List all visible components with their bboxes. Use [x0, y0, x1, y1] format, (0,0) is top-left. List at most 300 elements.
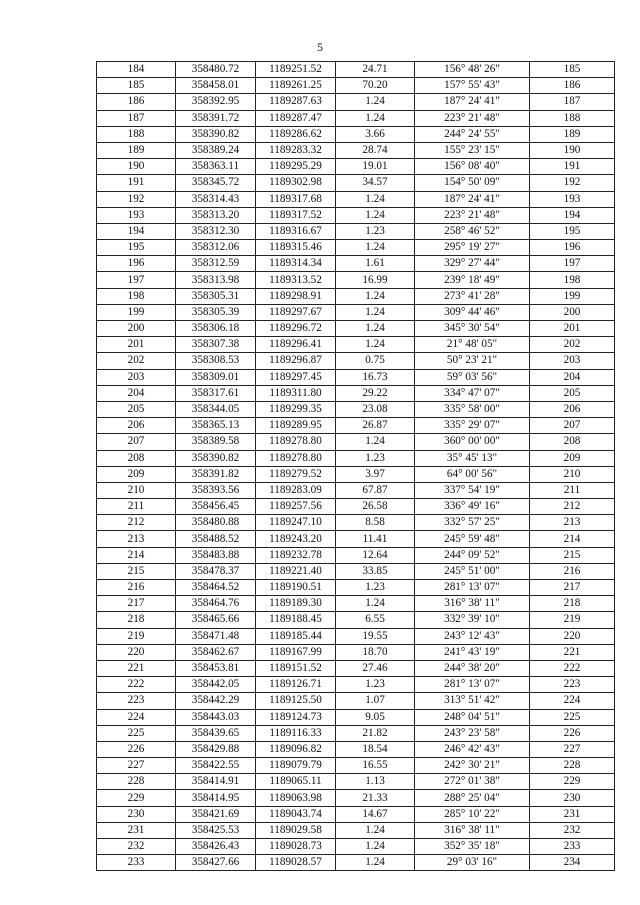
y-coordinate-cell: 1189188.45 — [256, 612, 336, 628]
bearing-cell: 157° 55' 43" — [415, 78, 530, 94]
point-number-cell: 229 — [97, 790, 176, 806]
point-number-cell: 209 — [97, 466, 176, 482]
next-point-cell: 211 — [530, 482, 615, 498]
next-point-cell: 218 — [530, 596, 615, 612]
x-coordinate-cell: 358478.37 — [176, 563, 256, 579]
distance-cell: 16.99 — [336, 272, 415, 288]
next-point-cell: 207 — [530, 418, 615, 434]
distance-cell: 1.24 — [336, 304, 415, 320]
y-coordinate-cell: 1189029.58 — [256, 822, 336, 838]
table-row — [97, 175, 615, 191]
distance-cell: 1.24 — [336, 191, 415, 207]
bearing-cell: 332° 57' 25" — [415, 515, 530, 531]
x-coordinate-cell: 358480.72 — [176, 62, 256, 78]
table-row — [97, 499, 615, 515]
distance-cell: 1.23 — [336, 677, 415, 693]
distance-cell: 16.73 — [336, 369, 415, 385]
table-row — [97, 482, 615, 498]
table-row — [97, 660, 615, 676]
next-point-cell: 206 — [530, 401, 615, 417]
table-row — [97, 822, 615, 838]
table-row — [97, 725, 615, 741]
bearing-cell: 243° 12' 43" — [415, 628, 530, 644]
bearing-cell: 309° 44' 46" — [415, 304, 530, 320]
point-number-cell: 225 — [97, 725, 176, 741]
bearing-cell: 316° 38' 11" — [415, 596, 530, 612]
next-point-cell: 234 — [530, 855, 615, 871]
next-point-cell: 208 — [530, 434, 615, 450]
x-coordinate-cell: 358389.24 — [176, 142, 256, 158]
table-row — [97, 839, 615, 855]
table-row — [97, 337, 615, 353]
bearing-cell: 239° 18' 49" — [415, 272, 530, 288]
next-point-cell: 228 — [530, 758, 615, 774]
x-coordinate-cell: 358427.66 — [176, 855, 256, 871]
next-point-cell: 186 — [530, 78, 615, 94]
table-row — [97, 547, 615, 563]
y-coordinate-cell: 1189185.44 — [256, 628, 336, 644]
distance-cell: 14.67 — [336, 806, 415, 822]
distance-cell: 3.97 — [336, 466, 415, 482]
next-point-cell: 200 — [530, 304, 615, 320]
y-coordinate-cell: 1189313.52 — [256, 272, 336, 288]
bearing-cell: 244° 09' 52" — [415, 547, 530, 563]
distance-cell: 67.87 — [336, 482, 415, 498]
x-coordinate-cell: 358414.91 — [176, 774, 256, 790]
bearing-cell: 245° 59' 48" — [415, 531, 530, 547]
bearing-cell: 241° 43' 19" — [415, 644, 530, 660]
point-number-cell: 226 — [97, 741, 176, 757]
point-number-cell: 195 — [97, 240, 176, 256]
x-coordinate-cell: 358390.82 — [176, 450, 256, 466]
bearing-cell: 155° 23' 15" — [415, 142, 530, 158]
next-point-cell: 216 — [530, 563, 615, 579]
y-coordinate-cell: 1189151.52 — [256, 660, 336, 676]
next-point-cell: 195 — [530, 223, 615, 239]
bearing-cell: 187° 24' 41" — [415, 191, 530, 207]
y-coordinate-cell: 1189315.46 — [256, 240, 336, 256]
bearing-cell: 352° 35' 18" — [415, 839, 530, 855]
x-coordinate-cell: 358422.55 — [176, 758, 256, 774]
table-row — [97, 434, 615, 450]
next-point-cell: 230 — [530, 790, 615, 806]
page-number: 5 — [317, 40, 323, 54]
point-number-cell: 211 — [97, 499, 176, 515]
x-coordinate-cell: 358391.72 — [176, 110, 256, 126]
next-point-cell: 210 — [530, 466, 615, 482]
next-point-cell: 215 — [530, 547, 615, 563]
y-coordinate-cell: 1189126.71 — [256, 677, 336, 693]
x-coordinate-cell: 358462.67 — [176, 644, 256, 660]
y-coordinate-cell: 1189286.62 — [256, 126, 336, 142]
distance-cell: 21.82 — [336, 725, 415, 741]
distance-cell: 9.05 — [336, 709, 415, 725]
distance-cell: 19.55 — [336, 628, 415, 644]
x-coordinate-cell: 358312.06 — [176, 240, 256, 256]
y-coordinate-cell: 1189297.45 — [256, 369, 336, 385]
bearing-cell: 335° 58' 00" — [415, 401, 530, 417]
table-row — [97, 515, 615, 531]
point-number-cell: 186 — [97, 94, 176, 110]
distance-cell: 19.01 — [336, 159, 415, 175]
y-coordinate-cell: 1189316.67 — [256, 223, 336, 239]
y-coordinate-cell: 1189311.80 — [256, 385, 336, 401]
y-coordinate-cell: 1189283.09 — [256, 482, 336, 498]
next-point-cell: 232 — [530, 822, 615, 838]
point-number-cell: 221 — [97, 660, 176, 676]
distance-cell: 1.24 — [336, 822, 415, 838]
distance-cell: 1.24 — [336, 337, 415, 353]
y-coordinate-cell: 1189221.40 — [256, 563, 336, 579]
bearing-cell: 156° 48' 26" — [415, 62, 530, 78]
table-row — [97, 450, 615, 466]
distance-cell: 1.24 — [336, 855, 415, 871]
bearing-cell: 273° 41' 28" — [415, 288, 530, 304]
table-row — [97, 774, 615, 790]
next-point-cell: 227 — [530, 741, 615, 757]
bearing-cell: 29° 03' 16" — [415, 855, 530, 871]
x-coordinate-cell: 358429.88 — [176, 741, 256, 757]
table-row — [97, 806, 615, 822]
y-coordinate-cell: 1189028.73 — [256, 839, 336, 855]
point-number-cell: 210 — [97, 482, 176, 498]
bearing-cell: 223° 21' 48" — [415, 110, 530, 126]
distance-cell: 8.58 — [336, 515, 415, 531]
point-number-cell: 187 — [97, 110, 176, 126]
table-row — [97, 580, 615, 596]
table-row — [97, 78, 615, 94]
table-row — [97, 321, 615, 337]
point-number-cell: 198 — [97, 288, 176, 304]
x-coordinate-cell: 358313.20 — [176, 207, 256, 223]
table-row — [97, 644, 615, 660]
next-point-cell: 229 — [530, 774, 615, 790]
point-number-cell: 194 — [97, 223, 176, 239]
y-coordinate-cell: 1189317.68 — [256, 191, 336, 207]
bearing-cell: 64° 00' 56" — [415, 466, 530, 482]
distance-cell: 18.54 — [336, 741, 415, 757]
point-number-cell: 204 — [97, 385, 176, 401]
distance-cell: 18.70 — [336, 644, 415, 660]
table-row — [97, 790, 615, 806]
distance-cell: 1.24 — [336, 839, 415, 855]
x-coordinate-cell: 358458.01 — [176, 78, 256, 94]
table-row — [97, 531, 615, 547]
bearing-cell: 248° 04' 51" — [415, 709, 530, 725]
y-coordinate-cell: 1189043.74 — [256, 806, 336, 822]
bearing-cell: 281° 13' 07" — [415, 580, 530, 596]
y-coordinate-cell: 1189063.98 — [256, 790, 336, 806]
coordinates-table-body — [97, 62, 615, 871]
bearing-cell: 156° 08' 40" — [415, 159, 530, 175]
bearing-cell: 332° 39' 10" — [415, 612, 530, 628]
distance-cell: 26.58 — [336, 499, 415, 515]
next-point-cell: 201 — [530, 321, 615, 337]
x-coordinate-cell: 358306.18 — [176, 321, 256, 337]
bearing-cell: 258° 46' 52" — [415, 223, 530, 239]
table-row — [97, 401, 615, 417]
y-coordinate-cell: 1189116.33 — [256, 725, 336, 741]
x-coordinate-cell: 358391.82 — [176, 466, 256, 482]
y-coordinate-cell: 1189124.73 — [256, 709, 336, 725]
x-coordinate-cell: 358464.52 — [176, 580, 256, 596]
point-number-cell: 197 — [97, 272, 176, 288]
table-row — [97, 563, 615, 579]
point-number-cell: 219 — [97, 628, 176, 644]
point-number-cell: 228 — [97, 774, 176, 790]
table-row — [97, 353, 615, 369]
x-coordinate-cell: 358442.05 — [176, 677, 256, 693]
y-coordinate-cell: 1189296.41 — [256, 337, 336, 353]
point-number-cell: 192 — [97, 191, 176, 207]
table-row — [97, 207, 615, 223]
y-coordinate-cell: 1189247.10 — [256, 515, 336, 531]
next-point-cell: 197 — [530, 256, 615, 272]
distance-cell: 33.85 — [336, 563, 415, 579]
distance-cell: 1.61 — [336, 256, 415, 272]
bearing-cell: 245° 51' 00" — [415, 563, 530, 579]
x-coordinate-cell: 358344.05 — [176, 401, 256, 417]
next-point-cell: 231 — [530, 806, 615, 822]
x-coordinate-cell: 358307.38 — [176, 337, 256, 353]
point-number-cell: 227 — [97, 758, 176, 774]
distance-cell: 1.24 — [336, 288, 415, 304]
bearing-cell: 243° 23' 58" — [415, 725, 530, 741]
bearing-cell: 154° 50' 09" — [415, 175, 530, 191]
bearing-cell: 337° 54' 19" — [415, 482, 530, 498]
next-point-cell: 199 — [530, 288, 615, 304]
x-coordinate-cell: 358443.03 — [176, 709, 256, 725]
table-row — [97, 855, 615, 871]
x-coordinate-cell: 358442.29 — [176, 693, 256, 709]
y-coordinate-cell: 1189289.95 — [256, 418, 336, 434]
y-coordinate-cell: 1189190.51 — [256, 580, 336, 596]
bearing-cell: 223° 21' 48" — [415, 207, 530, 223]
x-coordinate-cell: 358305.31 — [176, 288, 256, 304]
table-row — [97, 709, 615, 725]
distance-cell: 1.24 — [336, 240, 415, 256]
x-coordinate-cell: 358309.01 — [176, 369, 256, 385]
distance-cell: 23.08 — [336, 401, 415, 417]
bearing-cell: 246° 42' 43" — [415, 741, 530, 757]
point-number-cell: 230 — [97, 806, 176, 822]
point-number-cell: 223 — [97, 693, 176, 709]
table-row — [97, 628, 615, 644]
x-coordinate-cell: 358308.53 — [176, 353, 256, 369]
x-coordinate-cell: 358488.52 — [176, 531, 256, 547]
bearing-cell: 288° 25' 04" — [415, 790, 530, 806]
y-coordinate-cell: 1189028.57 — [256, 855, 336, 871]
distance-cell: 21.33 — [336, 790, 415, 806]
x-coordinate-cell: 358471.48 — [176, 628, 256, 644]
y-coordinate-cell: 1189257.56 — [256, 499, 336, 515]
distance-cell: 27.46 — [336, 660, 415, 676]
x-coordinate-cell: 358425.53 — [176, 822, 256, 838]
point-number-cell: 201 — [97, 337, 176, 353]
point-number-cell: 188 — [97, 126, 176, 142]
next-point-cell: 205 — [530, 385, 615, 401]
y-coordinate-cell: 1189096.82 — [256, 741, 336, 757]
distance-cell: 1.23 — [336, 223, 415, 239]
next-point-cell: 185 — [530, 62, 615, 78]
next-point-cell: 226 — [530, 725, 615, 741]
distance-cell: 1.24 — [336, 596, 415, 612]
y-coordinate-cell: 1189283.32 — [256, 142, 336, 158]
distance-cell: 1.24 — [336, 94, 415, 110]
table-row — [97, 385, 615, 401]
y-coordinate-cell: 1189296.87 — [256, 353, 336, 369]
next-point-cell: 187 — [530, 94, 615, 110]
distance-cell: 11.41 — [336, 531, 415, 547]
x-coordinate-cell: 358317.61 — [176, 385, 256, 401]
bearing-cell: 329° 27' 44" — [415, 256, 530, 272]
x-coordinate-cell: 358414.95 — [176, 790, 256, 806]
next-point-cell: 209 — [530, 450, 615, 466]
point-number-cell: 214 — [97, 547, 176, 563]
next-point-cell: 202 — [530, 337, 615, 353]
table-row — [97, 596, 615, 612]
point-number-cell: 199 — [97, 304, 176, 320]
distance-cell: 6.55 — [336, 612, 415, 628]
next-point-cell: 188 — [530, 110, 615, 126]
next-point-cell: 198 — [530, 272, 615, 288]
point-number-cell: 206 — [97, 418, 176, 434]
y-coordinate-cell: 1189243.20 — [256, 531, 336, 547]
next-point-cell: 223 — [530, 677, 615, 693]
distance-cell: 26.87 — [336, 418, 415, 434]
point-number-cell: 218 — [97, 612, 176, 628]
y-coordinate-cell: 1189297.67 — [256, 304, 336, 320]
next-point-cell: 217 — [530, 580, 615, 596]
next-point-cell: 191 — [530, 159, 615, 175]
coordinates-table — [96, 61, 615, 871]
distance-cell: 1.23 — [336, 580, 415, 596]
x-coordinate-cell: 358390.82 — [176, 126, 256, 142]
table-row — [97, 677, 615, 693]
table-row — [97, 466, 615, 482]
y-coordinate-cell: 1189287.63 — [256, 94, 336, 110]
x-coordinate-cell: 358393.56 — [176, 482, 256, 498]
distance-cell: 1.24 — [336, 321, 415, 337]
bearing-cell: 59° 03' 56" — [415, 369, 530, 385]
y-coordinate-cell: 1189302.98 — [256, 175, 336, 191]
bearing-cell: 313° 51' 42" — [415, 693, 530, 709]
y-coordinate-cell: 1189065.11 — [256, 774, 336, 790]
y-coordinate-cell: 1189189.30 — [256, 596, 336, 612]
point-number-cell: 193 — [97, 207, 176, 223]
y-coordinate-cell: 1189125.50 — [256, 693, 336, 709]
x-coordinate-cell: 358453.81 — [176, 660, 256, 676]
distance-cell: 0.75 — [336, 353, 415, 369]
point-number-cell: 220 — [97, 644, 176, 660]
bearing-cell: 35° 45' 13" — [415, 450, 530, 466]
bearing-cell: 345° 30' 54" — [415, 321, 530, 337]
y-coordinate-cell: 1189287.47 — [256, 110, 336, 126]
next-point-cell: 219 — [530, 612, 615, 628]
distance-cell: 1.23 — [336, 450, 415, 466]
distance-cell: 12.64 — [336, 547, 415, 563]
next-point-cell: 222 — [530, 660, 615, 676]
x-coordinate-cell: 358480.88 — [176, 515, 256, 531]
distance-cell: 70.20 — [336, 78, 415, 94]
bearing-cell: 244° 24' 55" — [415, 126, 530, 142]
x-coordinate-cell: 358312.30 — [176, 223, 256, 239]
distance-cell: 3.66 — [336, 126, 415, 142]
y-coordinate-cell: 1189278.80 — [256, 450, 336, 466]
bearing-cell: 334° 47' 07" — [415, 385, 530, 401]
distance-cell: 1.24 — [336, 207, 415, 223]
next-point-cell: 221 — [530, 644, 615, 660]
bearing-cell: 285° 10' 22" — [415, 806, 530, 822]
y-coordinate-cell: 1189295.29 — [256, 159, 336, 175]
x-coordinate-cell: 358426.43 — [176, 839, 256, 855]
bearing-cell: 336° 49' 16" — [415, 499, 530, 515]
bearing-cell: 272° 01' 38" — [415, 774, 530, 790]
next-point-cell: 190 — [530, 142, 615, 158]
point-number-cell: 208 — [97, 450, 176, 466]
y-coordinate-cell: 1189251.52 — [256, 62, 336, 78]
next-point-cell: 225 — [530, 709, 615, 725]
table-row — [97, 369, 615, 385]
next-point-cell: 203 — [530, 353, 615, 369]
y-coordinate-cell: 1189296.72 — [256, 321, 336, 337]
table-row — [97, 288, 615, 304]
y-coordinate-cell: 1189167.99 — [256, 644, 336, 660]
point-number-cell: 231 — [97, 822, 176, 838]
x-coordinate-cell: 358392.95 — [176, 94, 256, 110]
point-number-cell: 215 — [97, 563, 176, 579]
table-row — [97, 159, 615, 175]
x-coordinate-cell: 358363.11 — [176, 159, 256, 175]
y-coordinate-cell: 1189298.91 — [256, 288, 336, 304]
bearing-cell: 50° 23' 21" — [415, 353, 530, 369]
x-coordinate-cell: 358365.13 — [176, 418, 256, 434]
point-number-cell: 233 — [97, 855, 176, 871]
next-point-cell: 192 — [530, 175, 615, 191]
next-point-cell: 194 — [530, 207, 615, 223]
y-coordinate-cell: 1189261.25 — [256, 78, 336, 94]
y-coordinate-cell: 1189299.35 — [256, 401, 336, 417]
x-coordinate-cell: 358421.69 — [176, 806, 256, 822]
y-coordinate-cell: 1189314.34 — [256, 256, 336, 272]
point-number-cell: 202 — [97, 353, 176, 369]
y-coordinate-cell: 1189079.79 — [256, 758, 336, 774]
table-row — [97, 693, 615, 709]
distance-cell: 34.57 — [336, 175, 415, 191]
x-coordinate-cell: 358305.39 — [176, 304, 256, 320]
point-number-cell: 216 — [97, 580, 176, 596]
distance-cell: 1.24 — [336, 110, 415, 126]
x-coordinate-cell: 358464.76 — [176, 596, 256, 612]
x-coordinate-cell: 358465.66 — [176, 612, 256, 628]
next-point-cell: 193 — [530, 191, 615, 207]
distance-cell: 28.74 — [336, 142, 415, 158]
next-point-cell: 196 — [530, 240, 615, 256]
point-number-cell: 232 — [97, 839, 176, 855]
next-point-cell: 233 — [530, 839, 615, 855]
distance-cell: 24.71 — [336, 62, 415, 78]
x-coordinate-cell: 358313.98 — [176, 272, 256, 288]
x-coordinate-cell: 358439.65 — [176, 725, 256, 741]
table-row — [97, 256, 615, 272]
point-number-cell: 189 — [97, 142, 176, 158]
table-row — [97, 191, 615, 207]
distance-cell: 29.22 — [336, 385, 415, 401]
table-row — [97, 741, 615, 757]
bearing-cell: 316° 38' 11" — [415, 822, 530, 838]
y-coordinate-cell: 1189278.80 — [256, 434, 336, 450]
point-number-cell: 222 — [97, 677, 176, 693]
